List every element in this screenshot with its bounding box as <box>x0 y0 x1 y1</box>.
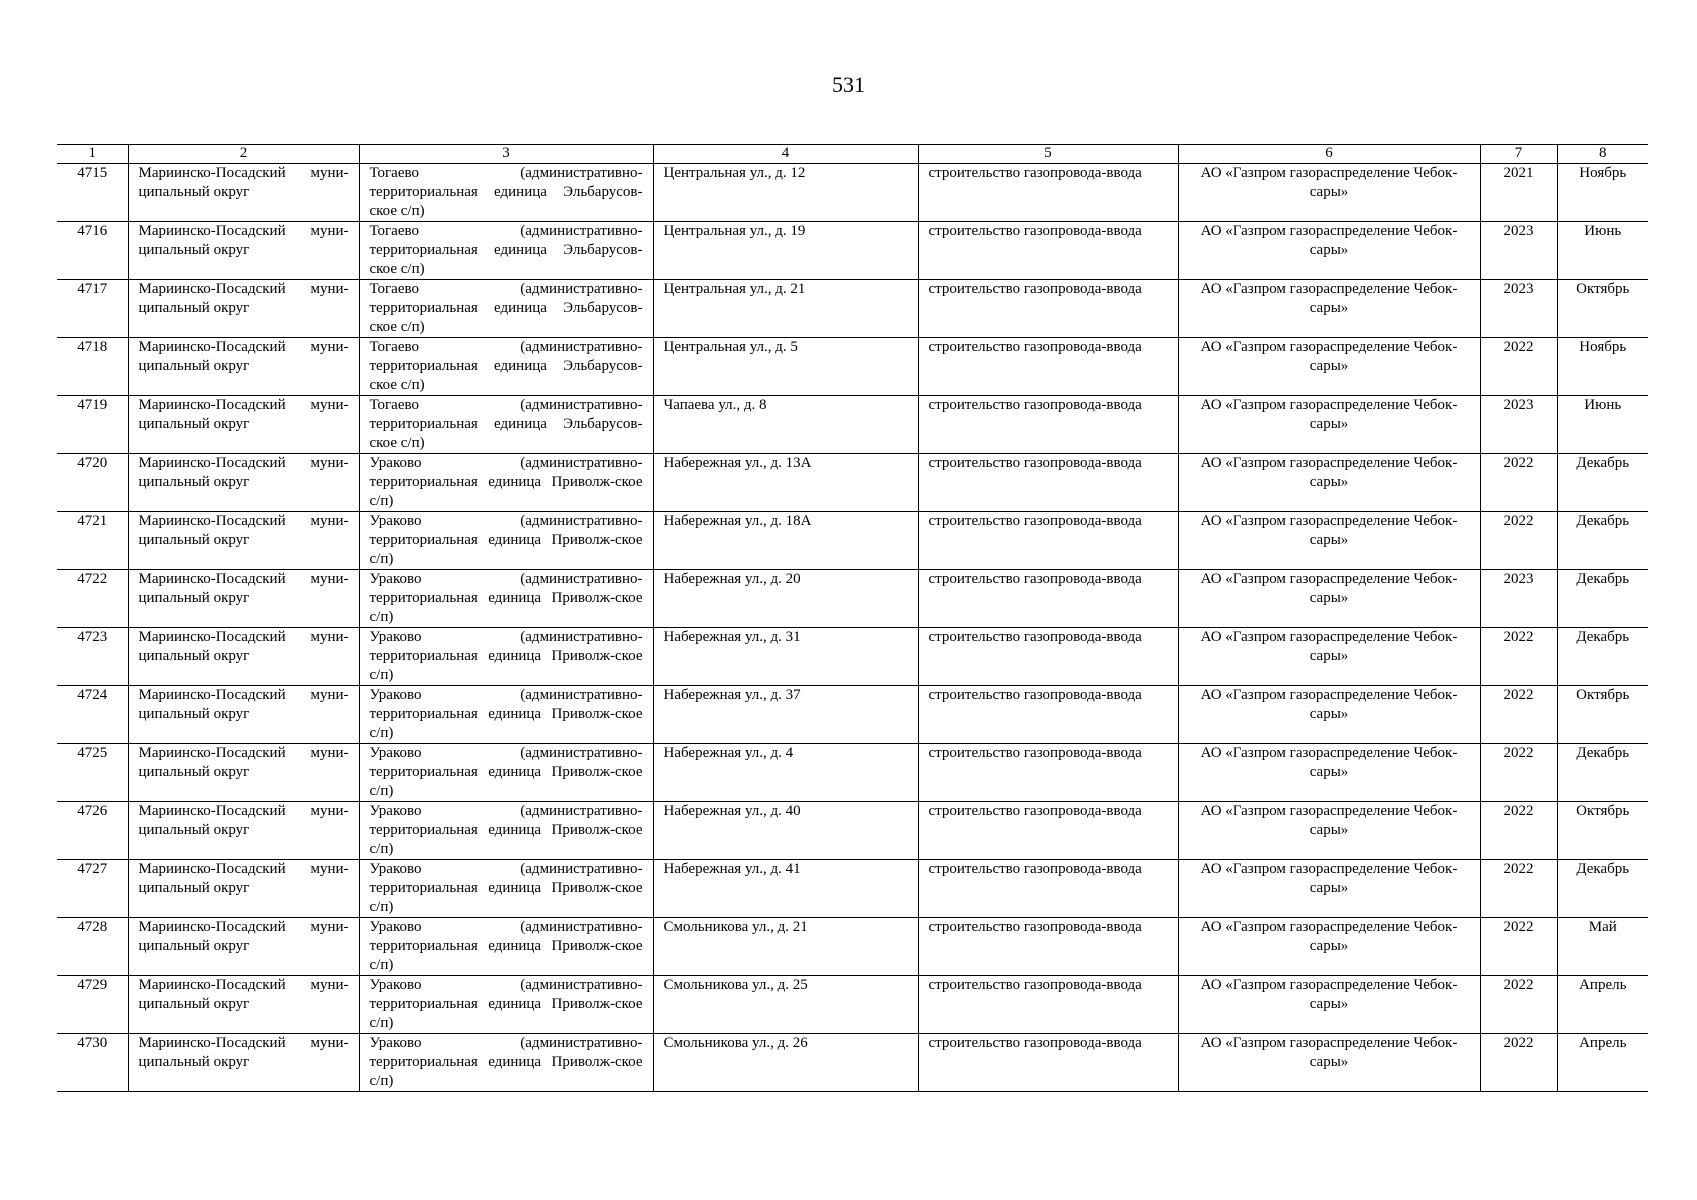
month-cell: Июнь <box>1557 396 1648 454</box>
address-cell: Набережная ул., д. 40 <box>653 802 918 860</box>
table-row <box>57 802 1648 860</box>
work-type-cell: строительство газопровода-ввода <box>918 744 1178 802</box>
locality-cell: Тогаево (административно-территориальная единица Эльбарусов-ское с/п) <box>359 338 653 396</box>
month-cell: Декабрь <box>1557 860 1648 918</box>
column-header: 4 <box>653 145 918 164</box>
district-cell: Мариинско-Посадский муни-ципальный округ <box>128 744 359 802</box>
month-cell: Декабрь <box>1557 570 1648 628</box>
row-number: 4730 <box>57 1034 128 1092</box>
column-header: 2 <box>128 145 359 164</box>
column-header: 5 <box>918 145 1178 164</box>
gasification-table <box>57 144 1648 1092</box>
locality-cell: Ураково (административно-территориальная единица Приволж-ское с/п) <box>359 628 653 686</box>
year-cell: 2022 <box>1480 1034 1557 1092</box>
month-cell: Май <box>1557 918 1648 976</box>
address-cell: Набережная ул., д. 37 <box>653 686 918 744</box>
organization-cell: АО «Газпром газораспределение Чебок-сары» <box>1178 1034 1480 1092</box>
year-cell: 2023 <box>1480 222 1557 280</box>
table-row <box>57 396 1648 454</box>
month-cell: Октябрь <box>1557 280 1648 338</box>
district-cell: Мариинско-Посадский муни-ципальный округ <box>128 338 359 396</box>
locality-cell: Тогаево (административно-территориальная единица Эльбарусов-ское с/п) <box>359 396 653 454</box>
address-cell: Набережная ул., д. 20 <box>653 570 918 628</box>
column-header: 7 <box>1480 145 1557 164</box>
page-number: 531 <box>832 72 865 97</box>
table-row <box>57 280 1648 338</box>
year-cell: 2022 <box>1480 686 1557 744</box>
district-cell: Мариинско-Посадский муни-ципальный округ <box>128 1034 359 1092</box>
locality-cell: Ураково (административно-территориальная единица Приволж-ское с/п) <box>359 686 653 744</box>
work-type-cell: строительство газопровода-ввода <box>918 164 1178 222</box>
header-row <box>57 145 1648 164</box>
work-type-cell: строительство газопровода-ввода <box>918 976 1178 1034</box>
table-row <box>57 338 1648 396</box>
month-cell: Ноябрь <box>1557 338 1648 396</box>
year-cell: 2022 <box>1480 454 1557 512</box>
district-cell: Мариинско-Посадский муни-ципальный округ <box>128 918 359 976</box>
month-cell: Октябрь <box>1557 802 1648 860</box>
year-cell: 2022 <box>1480 628 1557 686</box>
row-number: 4719 <box>57 396 128 454</box>
row-number: 4718 <box>57 338 128 396</box>
address-cell: Центральная ул., д. 19 <box>653 222 918 280</box>
row-number: 4720 <box>57 454 128 512</box>
district-cell: Мариинско-Посадский муни-ципальный округ <box>128 280 359 338</box>
row-number: 4721 <box>57 512 128 570</box>
row-number: 4717 <box>57 280 128 338</box>
work-type-cell: строительство газопровода-ввода <box>918 280 1178 338</box>
address-cell: Смольникова ул., д. 21 <box>653 918 918 976</box>
organization-cell: АО «Газпром газораспределение Чебок-сары» <box>1178 396 1480 454</box>
work-type-cell: строительство газопровода-ввода <box>918 918 1178 976</box>
district-cell: Мариинско-Посадский муни-ципальный округ <box>128 686 359 744</box>
district-cell: Мариинско-Посадский муни-ципальный округ <box>128 454 359 512</box>
district-cell: Мариинско-Посадский муни-ципальный округ <box>128 628 359 686</box>
organization-cell: АО «Газпром газораспределение Чебок-сары» <box>1178 570 1480 628</box>
work-type-cell: строительство газопровода-ввода <box>918 454 1178 512</box>
organization-cell: АО «Газпром газораспределение Чебок-сары» <box>1178 280 1480 338</box>
year-cell: 2022 <box>1480 338 1557 396</box>
address-cell: Смольникова ул., д. 25 <box>653 976 918 1034</box>
column-header: 6 <box>1178 145 1480 164</box>
table-row <box>57 918 1648 976</box>
locality-cell: Ураково (административно-территориальная единица Приволж-ское с/п) <box>359 512 653 570</box>
work-type-cell: строительство газопровода-ввода <box>918 1034 1178 1092</box>
address-cell: Набережная ул., д. 13А <box>653 454 918 512</box>
year-cell: 2023 <box>1480 396 1557 454</box>
year-cell: 2022 <box>1480 802 1557 860</box>
address-cell: Центральная ул., д. 5 <box>653 338 918 396</box>
work-type-cell: строительство газопровода-ввода <box>918 570 1178 628</box>
work-type-cell: строительство газопровода-ввода <box>918 860 1178 918</box>
district-cell: Мариинско-Посадский муни-ципальный округ <box>128 860 359 918</box>
locality-cell: Ураково (административно-территориальная единица Приволж-ское с/п) <box>359 1034 653 1092</box>
month-cell: Апрель <box>1557 1034 1648 1092</box>
month-cell: Октябрь <box>1557 686 1648 744</box>
month-cell: Декабрь <box>1557 628 1648 686</box>
row-number: 4724 <box>57 686 128 744</box>
locality-cell: Тогаево (административно-территориальная единица Эльбарусов-ское с/п) <box>359 222 653 280</box>
table-row <box>57 512 1648 570</box>
table-row <box>57 860 1648 918</box>
table-row <box>57 628 1648 686</box>
row-number: 4726 <box>57 802 128 860</box>
work-type-cell: строительство газопровода-ввода <box>918 338 1178 396</box>
table-row <box>57 570 1648 628</box>
address-cell: Центральная ул., д. 21 <box>653 280 918 338</box>
district-cell: Мариинско-Посадский муни-ципальный округ <box>128 164 359 222</box>
locality-cell: Ураково (административно-территориальная единица Приволж-ское с/п) <box>359 570 653 628</box>
year-cell: 2022 <box>1480 744 1557 802</box>
year-cell: 2021 <box>1480 164 1557 222</box>
district-cell: Мариинско-Посадский муни-ципальный округ <box>128 396 359 454</box>
address-cell: Чапаева ул., д. 8 <box>653 396 918 454</box>
month-cell: Июнь <box>1557 222 1648 280</box>
organization-cell: АО «Газпром газораспределение Чебок-сары» <box>1178 686 1480 744</box>
district-cell: Мариинско-Посадский муни-ципальный округ <box>128 222 359 280</box>
year-cell: 2022 <box>1480 976 1557 1034</box>
locality-cell: Ураково (административно-территориальная единица Приволж-ское с/п) <box>359 860 653 918</box>
address-cell: Набережная ул., д. 18А <box>653 512 918 570</box>
organization-cell: АО «Газпром газораспределение Чебок-сары» <box>1178 338 1480 396</box>
work-type-cell: строительство газопровода-ввода <box>918 628 1178 686</box>
row-number: 4727 <box>57 860 128 918</box>
month-cell: Апрель <box>1557 976 1648 1034</box>
table-row <box>57 1034 1648 1092</box>
month-cell: Декабрь <box>1557 512 1648 570</box>
address-cell: Смольникова ул., д. 26 <box>653 1034 918 1092</box>
row-number: 4716 <box>57 222 128 280</box>
locality-cell: Ураково (административно-территориальная единица Приволж-ское с/п) <box>359 454 653 512</box>
district-cell: Мариинско-Посадский муни-ципальный округ <box>128 570 359 628</box>
organization-cell: АО «Газпром газораспределение Чебок-сары» <box>1178 454 1480 512</box>
organization-cell: АО «Газпром газораспределение Чебок-сары» <box>1178 802 1480 860</box>
organization-cell: АО «Газпром газораспределение Чебок-сары» <box>1178 164 1480 222</box>
table-row <box>57 164 1648 222</box>
locality-cell: Ураково (административно-территориальная единица Приволж-ское с/п) <box>359 976 653 1034</box>
row-number: 4715 <box>57 164 128 222</box>
work-type-cell: строительство газопровода-ввода <box>918 686 1178 744</box>
address-cell: Центральная ул., д. 12 <box>653 164 918 222</box>
month-cell: Декабрь <box>1557 744 1648 802</box>
locality-cell: Тогаево (административно-территориальная единица Эльбарусов-ское с/п) <box>359 164 653 222</box>
work-type-cell: строительство газопровода-ввода <box>918 396 1178 454</box>
column-header: 1 <box>57 145 128 164</box>
year-cell: 2023 <box>1480 280 1557 338</box>
organization-cell: АО «Газпром газораспределение Чебок-сары» <box>1178 512 1480 570</box>
column-header: 3 <box>359 145 653 164</box>
month-cell: Ноябрь <box>1557 164 1648 222</box>
row-number: 4725 <box>57 744 128 802</box>
organization-cell: АО «Газпром газораспределение Чебок-сары» <box>1178 744 1480 802</box>
table-row <box>57 744 1648 802</box>
organization-cell: АО «Газпром газораспределение Чебок-сары» <box>1178 222 1480 280</box>
district-cell: Мариинско-Посадский муни-ципальный округ <box>128 976 359 1034</box>
address-cell: Набережная ул., д. 41 <box>653 860 918 918</box>
year-cell: 2023 <box>1480 570 1557 628</box>
locality-cell: Тогаево (административно-территориальная единица Эльбарусов-ское с/п) <box>359 280 653 338</box>
work-type-cell: строительство газопровода-ввода <box>918 802 1178 860</box>
year-cell: 2022 <box>1480 860 1557 918</box>
locality-cell: Ураково (административно-территориальная единица Приволж-ское с/п) <box>359 802 653 860</box>
table-row <box>57 686 1648 744</box>
locality-cell: Ураково (административно-территориальная единица Приволж-ское с/п) <box>359 918 653 976</box>
work-type-cell: строительство газопровода-ввода <box>918 512 1178 570</box>
row-number: 4729 <box>57 976 128 1034</box>
organization-cell: АО «Газпром газораспределение Чебок-сары» <box>1178 860 1480 918</box>
district-cell: Мариинско-Посадский муни-ципальный округ <box>128 802 359 860</box>
table-row <box>57 222 1648 280</box>
year-cell: 2022 <box>1480 918 1557 976</box>
organization-cell: АО «Газпром газораспределение Чебок-сары» <box>1178 918 1480 976</box>
row-number: 4728 <box>57 918 128 976</box>
column-header: 8 <box>1557 145 1648 164</box>
address-cell: Набережная ул., д. 4 <box>653 744 918 802</box>
organization-cell: АО «Газпром газораспределение Чебок-сары» <box>1178 628 1480 686</box>
month-cell: Декабрь <box>1557 454 1648 512</box>
district-cell: Мариинско-Посадский муни-ципальный округ <box>128 512 359 570</box>
table-row <box>57 976 1648 1034</box>
year-cell: 2022 <box>1480 512 1557 570</box>
row-number: 4723 <box>57 628 128 686</box>
locality-cell: Ураково (административно-территориальная единица Приволж-ское с/п) <box>359 744 653 802</box>
address-cell: Набережная ул., д. 31 <box>653 628 918 686</box>
work-type-cell: строительство газопровода-ввода <box>918 222 1178 280</box>
organization-cell: АО «Газпром газораспределение Чебок-сары» <box>1178 976 1480 1034</box>
row-number: 4722 <box>57 570 128 628</box>
table-row <box>57 454 1648 512</box>
